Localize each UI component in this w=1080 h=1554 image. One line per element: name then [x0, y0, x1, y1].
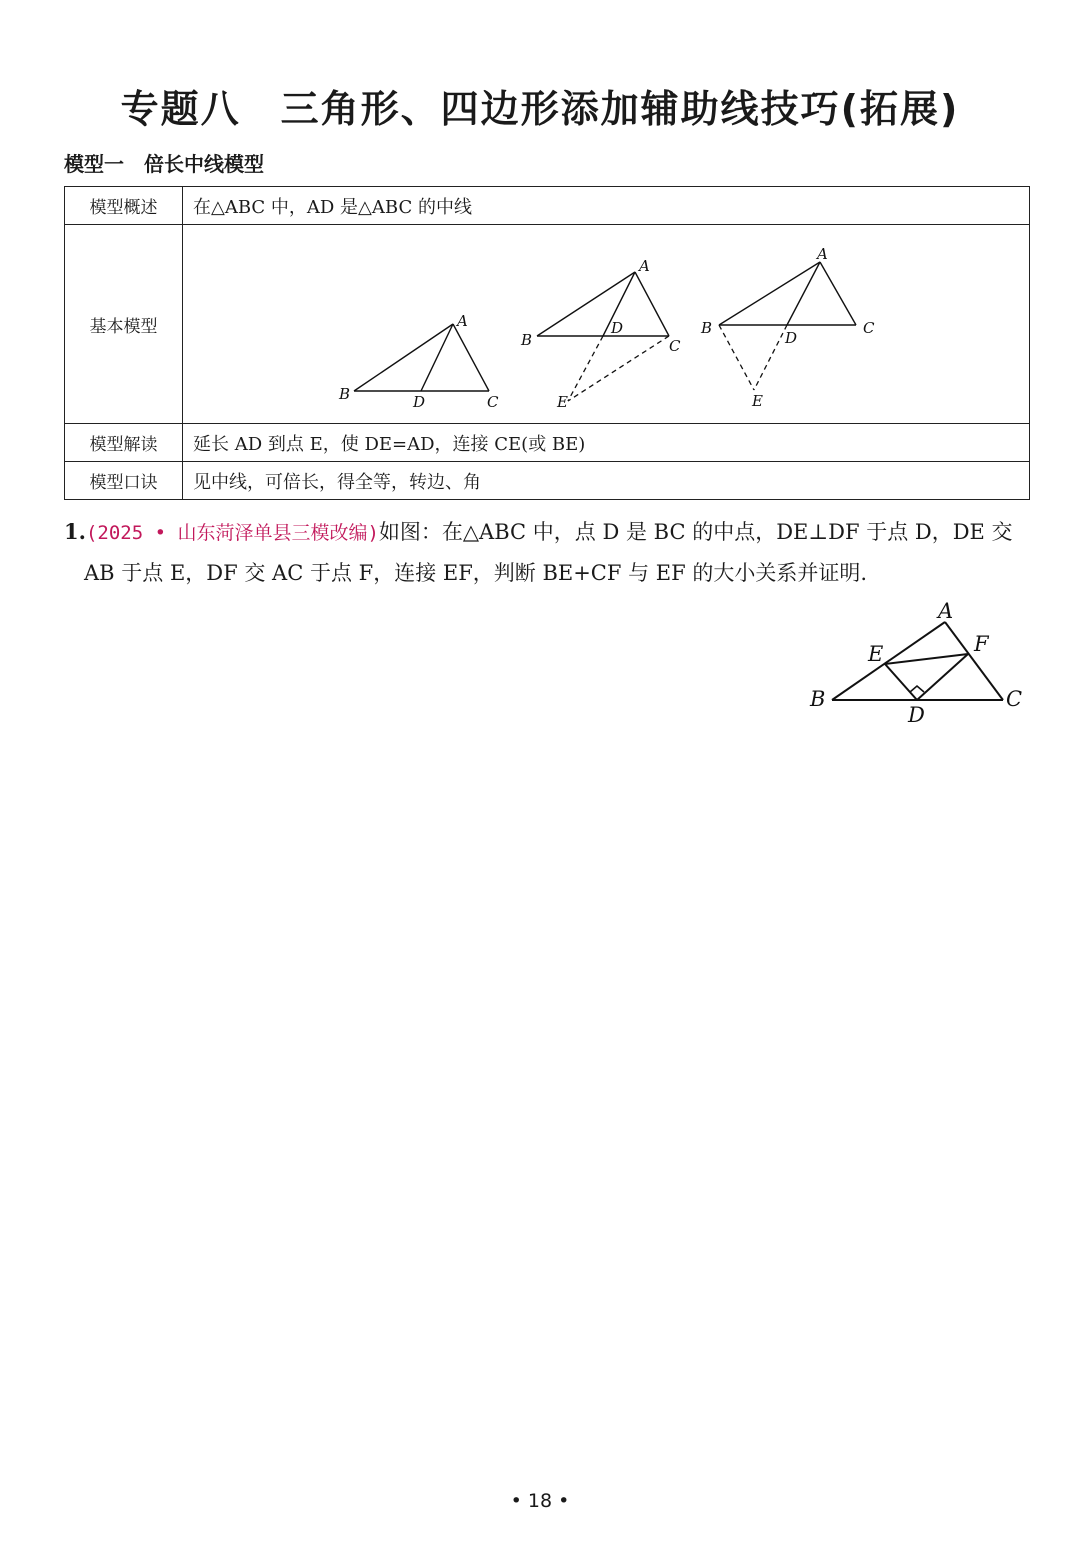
table-row — [65, 424, 1030, 462]
row-label: 模型解读 — [65, 424, 183, 462]
problem-source: (2025 • 山东菏泽单县三模改编) — [85, 522, 379, 544]
row-label: 模型概述 — [65, 187, 183, 225]
problem-1 — [64, 512, 1040, 593]
problem-label-e: E — [868, 642, 884, 666]
table-row — [65, 462, 1030, 500]
fig1-label-b: B — [339, 385, 351, 403]
fig3-label-e: E — [752, 392, 763, 410]
problem-label-d: D — [908, 703, 925, 726]
row-content: 延长 AD 到点 E，使 DE=AD，连接 CE(或 BE) — [183, 424, 1030, 462]
problem-number: 1. — [64, 519, 86, 544]
fig2-label-c: C — [669, 337, 681, 355]
problem-label-a: A — [938, 599, 954, 623]
problem-label-c: C — [1006, 687, 1023, 711]
table-row — [65, 187, 1030, 225]
problem-text-1: 如图：在△ABC 中，点 D 是 BC 的中点，DE⊥DF 于点 D，DE 交 — [378, 520, 1013, 544]
fig1-label-d: D — [413, 393, 426, 411]
basic-model-figures — [183, 225, 1029, 423]
fig3-label-b: B — [701, 319, 713, 337]
fig3-label-c: C — [863, 319, 875, 337]
fig2-label-e: E — [557, 393, 568, 411]
figures-cell — [183, 225, 1030, 424]
row-label: 基本模型 — [65, 225, 183, 424]
row-content: 在△ABC 中，AD 是△ABC 的中线 — [183, 187, 1030, 225]
figure-1 — [338, 312, 499, 411]
model-table — [64, 186, 1030, 500]
figure-2 — [520, 257, 681, 411]
fig2-label-d: D — [611, 319, 624, 337]
fig3-label-d: D — [785, 329, 798, 347]
row-content: 见中线，可倍长，得全等，转边、角 — [183, 462, 1030, 500]
fig1-label-a: A — [457, 312, 468, 330]
fig2-label-b: B — [521, 331, 533, 349]
fig3-label-a: A — [817, 245, 828, 263]
problem-line-1 — [64, 512, 1040, 553]
problem-figure — [800, 596, 1040, 726]
page-title: 专题八 三角形、四边形添加辅助线技巧(拓展) — [120, 87, 960, 131]
problem-text-2: AB 于点 E，DF 交 AC 于点 F，连接 EF，判断 BE+CF 与 EF 的大小关系并证明. — [84, 561, 868, 585]
problem-label-b: B — [810, 687, 826, 711]
row-label: 模型口诀 — [65, 462, 183, 500]
fig1-label-c: C — [487, 393, 499, 411]
fig2-label-a: A — [639, 257, 650, 275]
figure-3 — [700, 245, 875, 410]
page-number: • 18 • — [510, 1490, 570, 1512]
table-row — [65, 225, 1030, 424]
section-heading: 模型一 倍长中线模型 — [64, 152, 264, 176]
problem-label-f: F — [974, 632, 989, 656]
